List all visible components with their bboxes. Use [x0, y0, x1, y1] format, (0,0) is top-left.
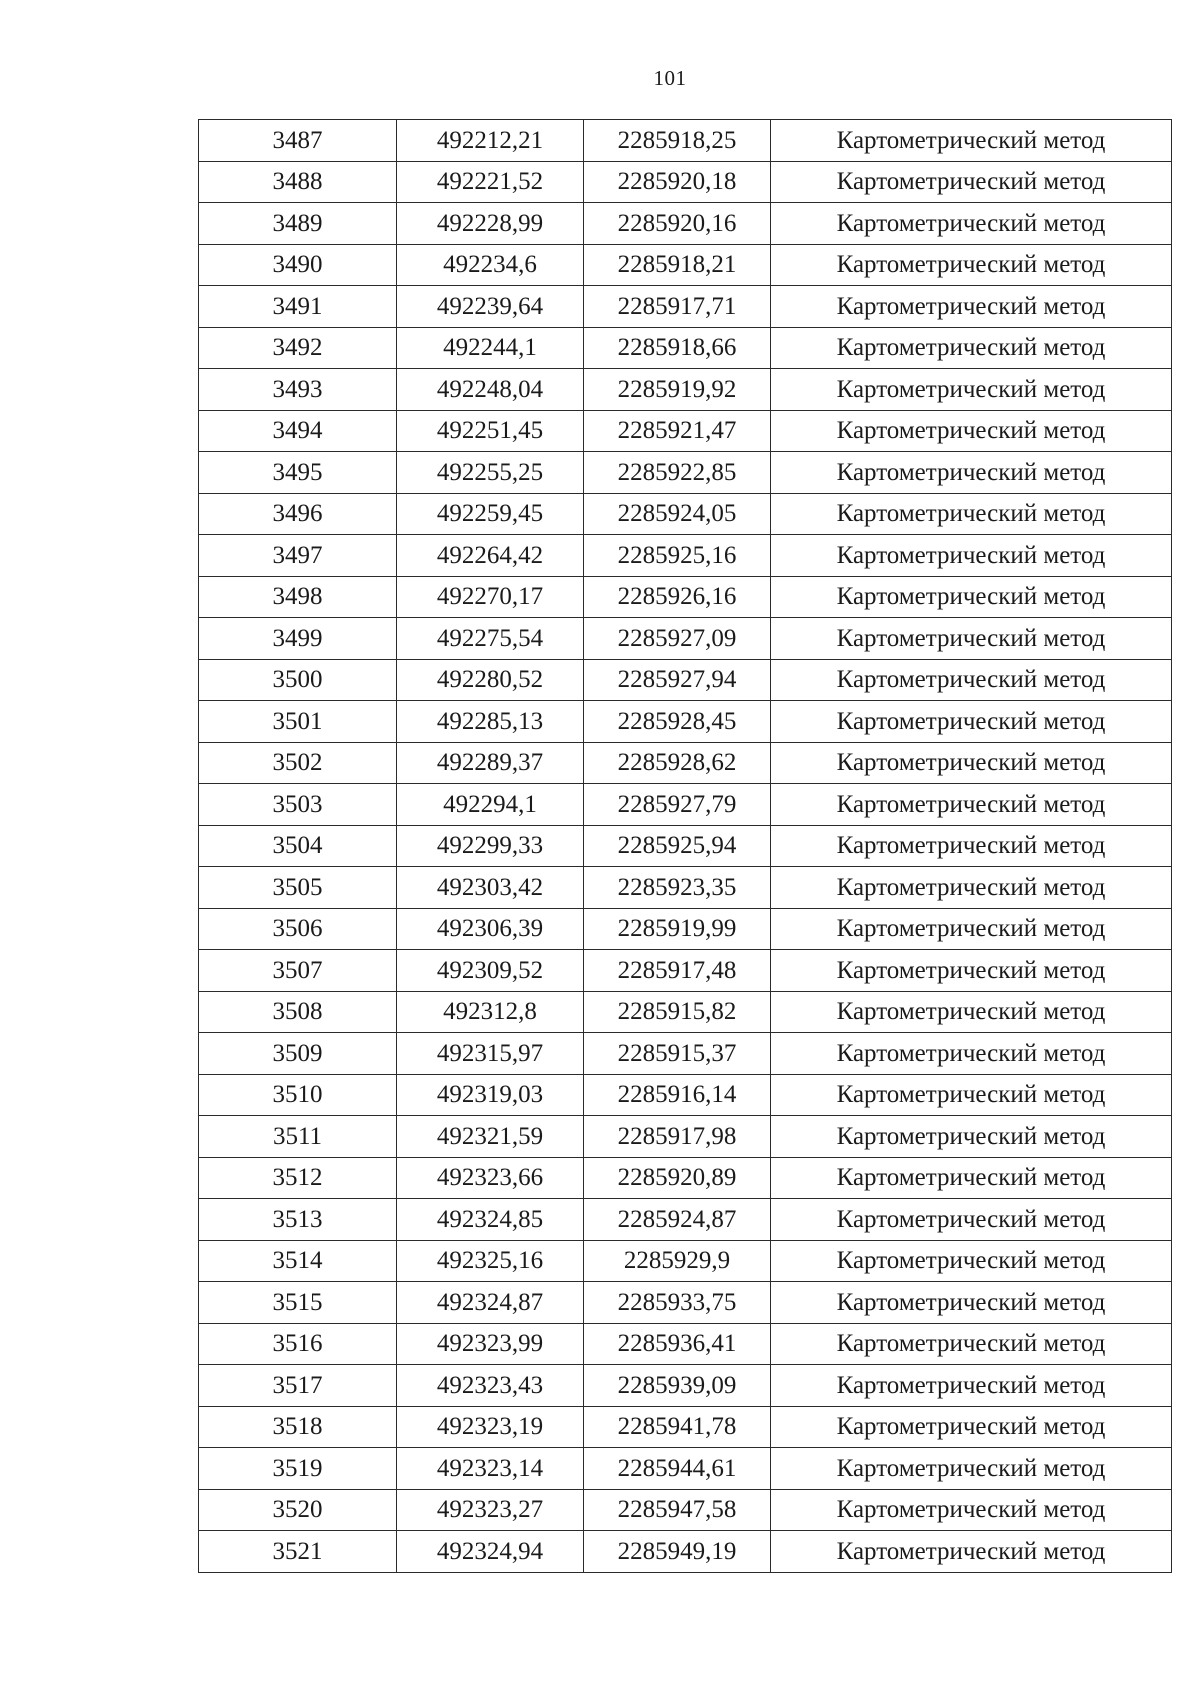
coordinates-table — [198, 119, 1172, 1573]
point-number-cell: 3503 — [199, 784, 397, 826]
x-coordinate-cell: 492275,54 — [397, 618, 584, 660]
point-number-cell: 3494 — [199, 410, 397, 452]
point-number-cell: 3516 — [199, 1323, 397, 1365]
point-number-cell: 3520 — [199, 1489, 397, 1531]
table-row — [199, 784, 1172, 826]
point-number-cell: 3514 — [199, 1240, 397, 1282]
method-cell: Картометрический метод — [771, 286, 1172, 328]
point-number-cell: 3490 — [199, 244, 397, 286]
y-coordinate-cell: 2285925,94 — [584, 825, 771, 867]
table-row — [199, 867, 1172, 909]
table-row — [199, 742, 1172, 784]
y-coordinate-cell: 2285922,85 — [584, 452, 771, 494]
method-cell: Картометрический метод — [771, 203, 1172, 245]
table-row — [199, 535, 1172, 577]
method-cell: Картометрический метод — [771, 784, 1172, 826]
point-number-cell: 3501 — [199, 701, 397, 743]
x-coordinate-cell: 492315,97 — [397, 1033, 584, 1075]
method-cell: Картометрический метод — [771, 1448, 1172, 1490]
x-coordinate-cell: 492221,52 — [397, 161, 584, 203]
table-row — [199, 1448, 1172, 1490]
point-number-cell: 3500 — [199, 659, 397, 701]
x-coordinate-cell: 492251,45 — [397, 410, 584, 452]
y-coordinate-cell: 2285939,09 — [584, 1365, 771, 1407]
point-number-cell: 3488 — [199, 161, 397, 203]
y-coordinate-cell: 2285924,05 — [584, 493, 771, 535]
y-coordinate-cell: 2285918,21 — [584, 244, 771, 286]
method-cell: Картометрический метод — [771, 1157, 1172, 1199]
point-number-cell: 3489 — [199, 203, 397, 245]
page-number: 101 — [653, 66, 687, 90]
table-row — [199, 1531, 1172, 1573]
method-cell: Картометрический метод — [771, 867, 1172, 909]
point-number-cell: 3499 — [199, 618, 397, 660]
table-row — [199, 410, 1172, 452]
y-coordinate-cell: 2285919,92 — [584, 369, 771, 411]
x-coordinate-cell: 492306,39 — [397, 908, 584, 950]
point-number-cell: 3502 — [199, 742, 397, 784]
x-coordinate-cell: 492239,64 — [397, 286, 584, 328]
point-number-cell: 3513 — [199, 1199, 397, 1241]
method-cell: Картометрический метод — [771, 1240, 1172, 1282]
method-cell: Картометрический метод — [771, 576, 1172, 618]
table-row — [199, 1323, 1172, 1365]
table-row — [199, 1116, 1172, 1158]
method-cell: Картометрический метод — [771, 1406, 1172, 1448]
table-row — [199, 908, 1172, 950]
point-number-cell: 3512 — [199, 1157, 397, 1199]
table-row — [199, 950, 1172, 992]
table-row — [199, 576, 1172, 618]
y-coordinate-cell: 2285918,66 — [584, 327, 771, 369]
x-coordinate-cell: 492324,87 — [397, 1282, 584, 1324]
table-row — [199, 659, 1172, 701]
x-coordinate-cell: 492289,37 — [397, 742, 584, 784]
method-cell: Картометрический метод — [771, 950, 1172, 992]
table-row — [199, 286, 1172, 328]
x-coordinate-cell: 492323,66 — [397, 1157, 584, 1199]
table-row — [199, 1157, 1172, 1199]
y-coordinate-cell: 2285921,47 — [584, 410, 771, 452]
x-coordinate-cell: 492323,27 — [397, 1489, 584, 1531]
table-row — [199, 825, 1172, 867]
table-row — [199, 1199, 1172, 1241]
x-coordinate-cell: 492323,19 — [397, 1406, 584, 1448]
x-coordinate-cell: 492255,25 — [397, 452, 584, 494]
point-number-cell: 3508 — [199, 991, 397, 1033]
table-row — [199, 701, 1172, 743]
y-coordinate-cell: 2285929,9 — [584, 1240, 771, 1282]
method-cell: Картометрический метод — [771, 659, 1172, 701]
point-number-cell: 3521 — [199, 1531, 397, 1573]
x-coordinate-cell: 492321,59 — [397, 1116, 584, 1158]
point-number-cell: 3506 — [199, 908, 397, 950]
method-cell: Картометрический метод — [771, 1199, 1172, 1241]
x-coordinate-cell: 492285,13 — [397, 701, 584, 743]
y-coordinate-cell: 2285949,19 — [584, 1531, 771, 1573]
method-cell: Картометрический метод — [771, 327, 1172, 369]
point-number-cell: 3491 — [199, 286, 397, 328]
method-cell: Картометрический метод — [771, 618, 1172, 660]
method-cell: Картометрический метод — [771, 701, 1172, 743]
x-coordinate-cell: 492234,6 — [397, 244, 584, 286]
point-number-cell: 3515 — [199, 1282, 397, 1324]
y-coordinate-cell: 2285944,61 — [584, 1448, 771, 1490]
method-cell: Картометрический метод — [771, 1489, 1172, 1531]
method-cell: Картометрический метод — [771, 1365, 1172, 1407]
y-coordinate-cell: 2285915,37 — [584, 1033, 771, 1075]
method-cell: Картометрический метод — [771, 908, 1172, 950]
table-row — [199, 1033, 1172, 1075]
point-number-cell: 3497 — [199, 535, 397, 577]
x-coordinate-cell: 492323,99 — [397, 1323, 584, 1365]
point-number-cell: 3510 — [199, 1074, 397, 1116]
table-row — [199, 1406, 1172, 1448]
point-number-cell: 3517 — [199, 1365, 397, 1407]
method-cell: Картометрический метод — [771, 120, 1172, 162]
y-coordinate-cell: 2285916,14 — [584, 1074, 771, 1116]
table-row — [199, 991, 1172, 1033]
table-row — [199, 203, 1172, 245]
y-coordinate-cell: 2285917,48 — [584, 950, 771, 992]
x-coordinate-cell: 492324,85 — [397, 1199, 584, 1241]
y-coordinate-cell: 2285917,98 — [584, 1116, 771, 1158]
x-coordinate-cell: 492280,52 — [397, 659, 584, 701]
method-cell: Картометрический метод — [771, 493, 1172, 535]
point-number-cell: 3504 — [199, 825, 397, 867]
y-coordinate-cell: 2285920,18 — [584, 161, 771, 203]
point-number-cell: 3498 — [199, 576, 397, 618]
table-row — [199, 327, 1172, 369]
point-number-cell: 3518 — [199, 1406, 397, 1448]
y-coordinate-cell: 2285933,75 — [584, 1282, 771, 1324]
y-coordinate-cell: 2285920,16 — [584, 203, 771, 245]
y-coordinate-cell: 2285917,71 — [584, 286, 771, 328]
x-coordinate-cell: 492264,42 — [397, 535, 584, 577]
method-cell: Картометрический метод — [771, 535, 1172, 577]
y-coordinate-cell: 2285936,41 — [584, 1323, 771, 1365]
table-row — [199, 618, 1172, 660]
y-coordinate-cell: 2285928,62 — [584, 742, 771, 784]
x-coordinate-cell: 492312,8 — [397, 991, 584, 1033]
y-coordinate-cell: 2285927,94 — [584, 659, 771, 701]
point-number-cell: 3496 — [199, 493, 397, 535]
y-coordinate-cell: 2285927,09 — [584, 618, 771, 660]
method-cell: Картометрический метод — [771, 991, 1172, 1033]
y-coordinate-cell: 2285927,79 — [584, 784, 771, 826]
y-coordinate-cell: 2285941,78 — [584, 1406, 771, 1448]
table-row — [199, 1240, 1172, 1282]
method-cell: Картометрический метод — [771, 1282, 1172, 1324]
method-cell: Картометрический метод — [771, 825, 1172, 867]
table-row — [199, 493, 1172, 535]
method-cell: Картометрический метод — [771, 244, 1172, 286]
x-coordinate-cell: 492259,45 — [397, 493, 584, 535]
table-row — [199, 120, 1172, 162]
y-coordinate-cell: 2285915,82 — [584, 991, 771, 1033]
point-number-cell: 3493 — [199, 369, 397, 411]
point-number-cell: 3492 — [199, 327, 397, 369]
x-coordinate-cell: 492244,1 — [397, 327, 584, 369]
table-row — [199, 1489, 1172, 1531]
point-number-cell: 3487 — [199, 120, 397, 162]
x-coordinate-cell: 492323,14 — [397, 1448, 584, 1490]
point-number-cell: 3507 — [199, 950, 397, 992]
method-cell: Картометрический метод — [771, 1033, 1172, 1075]
y-coordinate-cell: 2285920,89 — [584, 1157, 771, 1199]
point-number-cell: 3519 — [199, 1448, 397, 1490]
table-row — [199, 161, 1172, 203]
y-coordinate-cell: 2285928,45 — [584, 701, 771, 743]
x-coordinate-cell: 492309,52 — [397, 950, 584, 992]
table-row — [199, 452, 1172, 494]
x-coordinate-cell: 492294,1 — [397, 784, 584, 826]
method-cell: Картометрический метод — [771, 1323, 1172, 1365]
table-row — [199, 1365, 1172, 1407]
x-coordinate-cell: 492323,43 — [397, 1365, 584, 1407]
x-coordinate-cell: 492270,17 — [397, 576, 584, 618]
y-coordinate-cell: 2285924,87 — [584, 1199, 771, 1241]
method-cell: Картометрический метод — [771, 410, 1172, 452]
table-row — [199, 1282, 1172, 1324]
x-coordinate-cell: 492325,16 — [397, 1240, 584, 1282]
y-coordinate-cell: 2285923,35 — [584, 867, 771, 909]
method-cell: Картометрический метод — [771, 1116, 1172, 1158]
table-row — [199, 244, 1172, 286]
y-coordinate-cell: 2285918,25 — [584, 120, 771, 162]
table-row — [199, 369, 1172, 411]
x-coordinate-cell: 492228,99 — [397, 203, 584, 245]
y-coordinate-cell: 2285925,16 — [584, 535, 771, 577]
x-coordinate-cell: 492303,42 — [397, 867, 584, 909]
table-row — [199, 1074, 1172, 1116]
x-coordinate-cell: 492299,33 — [397, 825, 584, 867]
point-number-cell: 3505 — [199, 867, 397, 909]
x-coordinate-cell: 492248,04 — [397, 369, 584, 411]
method-cell: Картометрический метод — [771, 161, 1172, 203]
x-coordinate-cell: 492212,21 — [397, 120, 584, 162]
method-cell: Картометрический метод — [771, 1074, 1172, 1116]
method-cell: Картометрический метод — [771, 1531, 1172, 1573]
coordinates-table-body — [199, 120, 1172, 1573]
x-coordinate-cell: 492324,94 — [397, 1531, 584, 1573]
method-cell: Картометрический метод — [771, 452, 1172, 494]
point-number-cell: 3509 — [199, 1033, 397, 1075]
method-cell: Картометрический метод — [771, 742, 1172, 784]
y-coordinate-cell: 2285919,99 — [584, 908, 771, 950]
method-cell: Картометрический метод — [771, 369, 1172, 411]
x-coordinate-cell: 492319,03 — [397, 1074, 584, 1116]
y-coordinate-cell: 2285947,58 — [584, 1489, 771, 1531]
point-number-cell: 3495 — [199, 452, 397, 494]
point-number-cell: 3511 — [199, 1116, 397, 1158]
y-coordinate-cell: 2285926,16 — [584, 576, 771, 618]
